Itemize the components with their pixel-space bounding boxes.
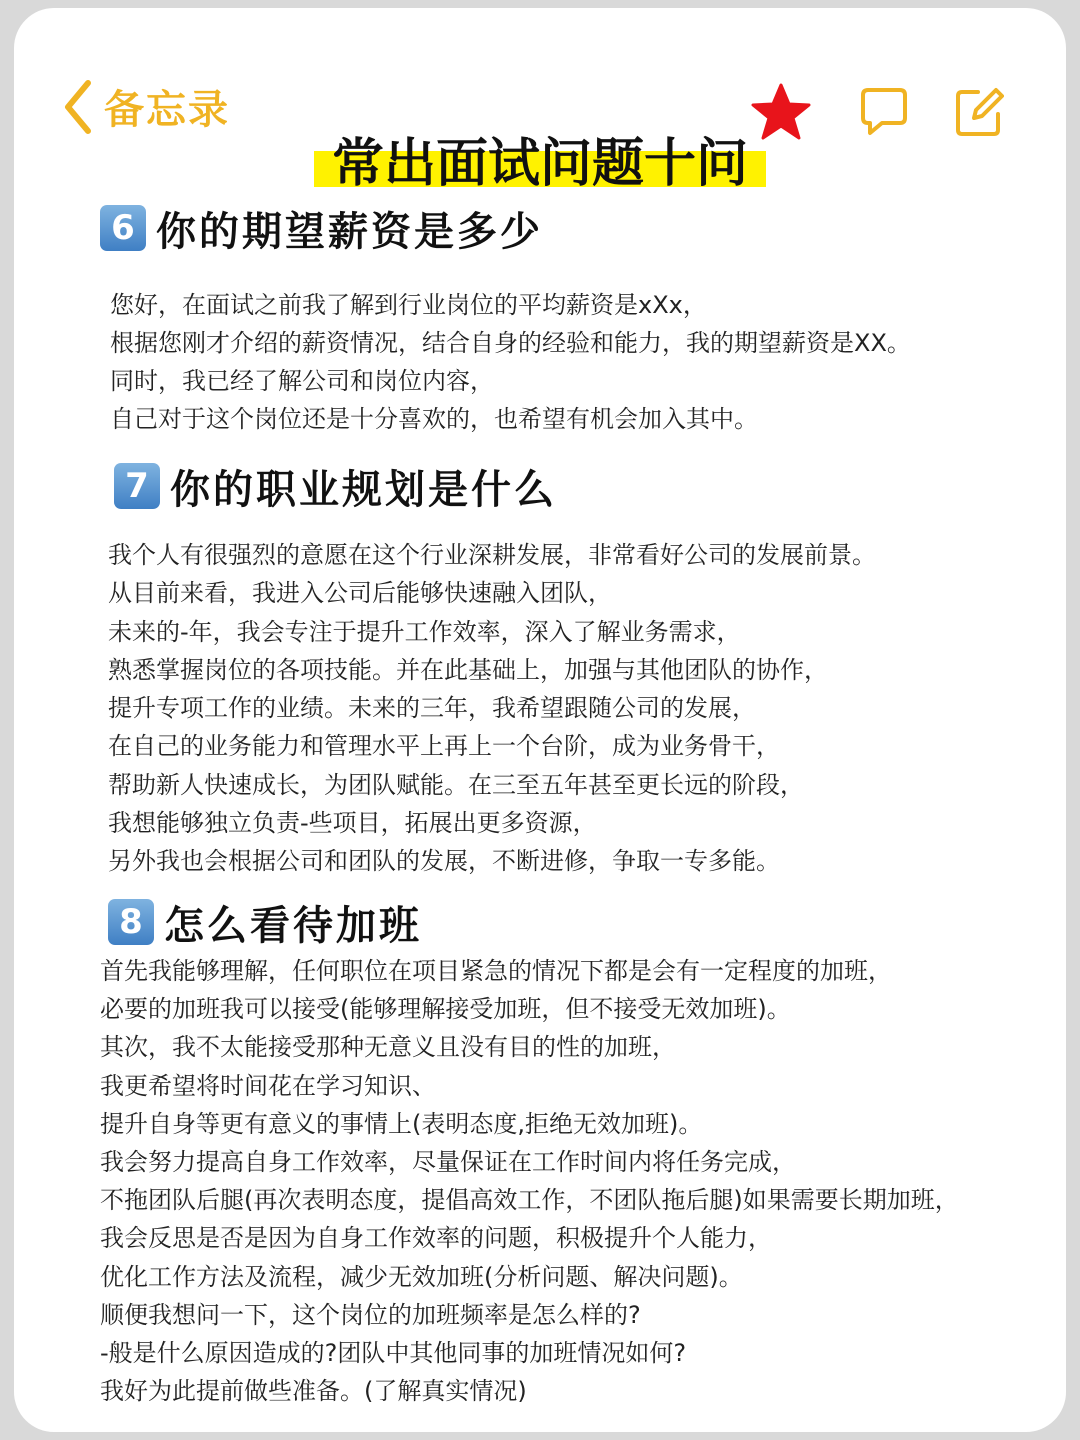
paragraph-line: 我个人有很强烈的意愿在这个行业深耕发展，非常看好公司的发展前景。 [108, 541, 876, 569]
paragraph-line: 其次，我不太能接受那种无意义且没有目的性的加班， [100, 1033, 676, 1062]
paragraph-line: 您好，在面试之前我了解到行业岗位的平均薪资是xXx， [110, 291, 707, 319]
paragraph-line: 另外我也会根据公司和团队的发展，不断进修，争取一专多能。 [108, 847, 780, 876]
section-body [100, 952, 959, 1410]
section-body [108, 536, 876, 881]
paragraph-line: 提升专项工作的业绩。未来的三年，我希望跟随公司的发展， [108, 694, 756, 723]
section-career-plan [108, 458, 876, 881]
comment-icon[interactable] [860, 86, 908, 138]
paragraph-line: 自己对于这个岗位还是十分喜欢的，也希望有机会加入其中。 [110, 405, 758, 433]
paragraph-line: 我会努力提高自身工作效率，尽量保证在工作时间内将任务完成， [100, 1148, 796, 1177]
section-overtime [100, 894, 959, 1410]
section-title: 你的期望薪资是多少 [156, 208, 543, 255]
paragraph-line: -般是什么原因造成的?团队中其他同事的加班情况如何? [100, 1339, 687, 1368]
section-body [110, 286, 911, 438]
back-label: 备忘录 [104, 87, 230, 133]
paragraph-line: 根据您刚才介绍的薪资情况，结合自身的经验和能力，我的期望薪资是XX。 [110, 329, 911, 357]
section-heading [100, 200, 911, 256]
paragraph-line: 我会反思是否是因为自身工作效率的问题，积极提升个人能力， [100, 1224, 772, 1253]
page-title: 常出面试问题十问 [314, 132, 766, 196]
chevron-left-icon [62, 79, 94, 135]
section-heading [108, 894, 959, 950]
paragraph-line: 我想能够独立负责-些项目，拓展出更多资源， [108, 809, 597, 838]
paragraph-line: 熟悉掌握岗位的各项技能。并在此基础上，加强与其他团队的协作， [108, 655, 828, 684]
section-title: 你的职业规划是什么 [170, 466, 557, 513]
paragraph-line: 优化工作方法及流程，减少无效加班(分析问题、解决问题)。 [100, 1262, 743, 1291]
paragraph-line: 未来的-年，我会专注于提升工作效率，深入了解业务需求， [108, 617, 741, 646]
paragraph-line: 必要的加班我可以接受(能够理解接受加班，但不接受无效加班)。 [100, 995, 791, 1024]
section-salary [100, 200, 911, 438]
edit-icon[interactable] [954, 86, 1004, 138]
back-button[interactable] [62, 78, 230, 135]
number-badge: 6 [100, 205, 146, 251]
paragraph-line: 顺便我想问一下，这个岗位的加班频率是怎么样的? [100, 1300, 641, 1329]
paragraph-line: 同时，我已经了解公司和岗位内容， [110, 367, 494, 395]
title-wrap [14, 132, 1066, 196]
paragraph-line: 不拖团队后腿(再次表明态度，提倡高效工作，不团队拖后腿)如果需要长期加班， [100, 1186, 959, 1215]
number-badge: 8 [108, 899, 154, 945]
paragraph-line: 从目前来看，我进入公司后能够快速融入团队， [108, 579, 612, 608]
paragraph-line: 在自己的业务能力和管理水平上再上一个台阶，成为业务骨干， [108, 732, 780, 761]
paragraph-line: 首先我能够理解，任何职位在项目紧急的情况下都是会有一定程度的加班， [100, 957, 892, 985]
number-badge: 7 [114, 463, 160, 509]
paragraph-line: 我好为此提前做些准备。(了解真实情况) [100, 1377, 527, 1406]
paragraph-line: 帮助新人快速成长，为团队赋能。在三至五年甚至更长远的阶段， [108, 770, 804, 799]
top-bar [14, 8, 1066, 148]
paragraph-line: 提升自身等更有意义的事情上(表明态度,拒绝无效加班)。 [100, 1109, 703, 1138]
paragraph-line: 我更希望将时间花在学习知识、 [100, 1071, 436, 1100]
section-heading [114, 458, 876, 514]
note-card [14, 8, 1066, 1432]
section-title: 怎么看待加班 [164, 902, 422, 949]
